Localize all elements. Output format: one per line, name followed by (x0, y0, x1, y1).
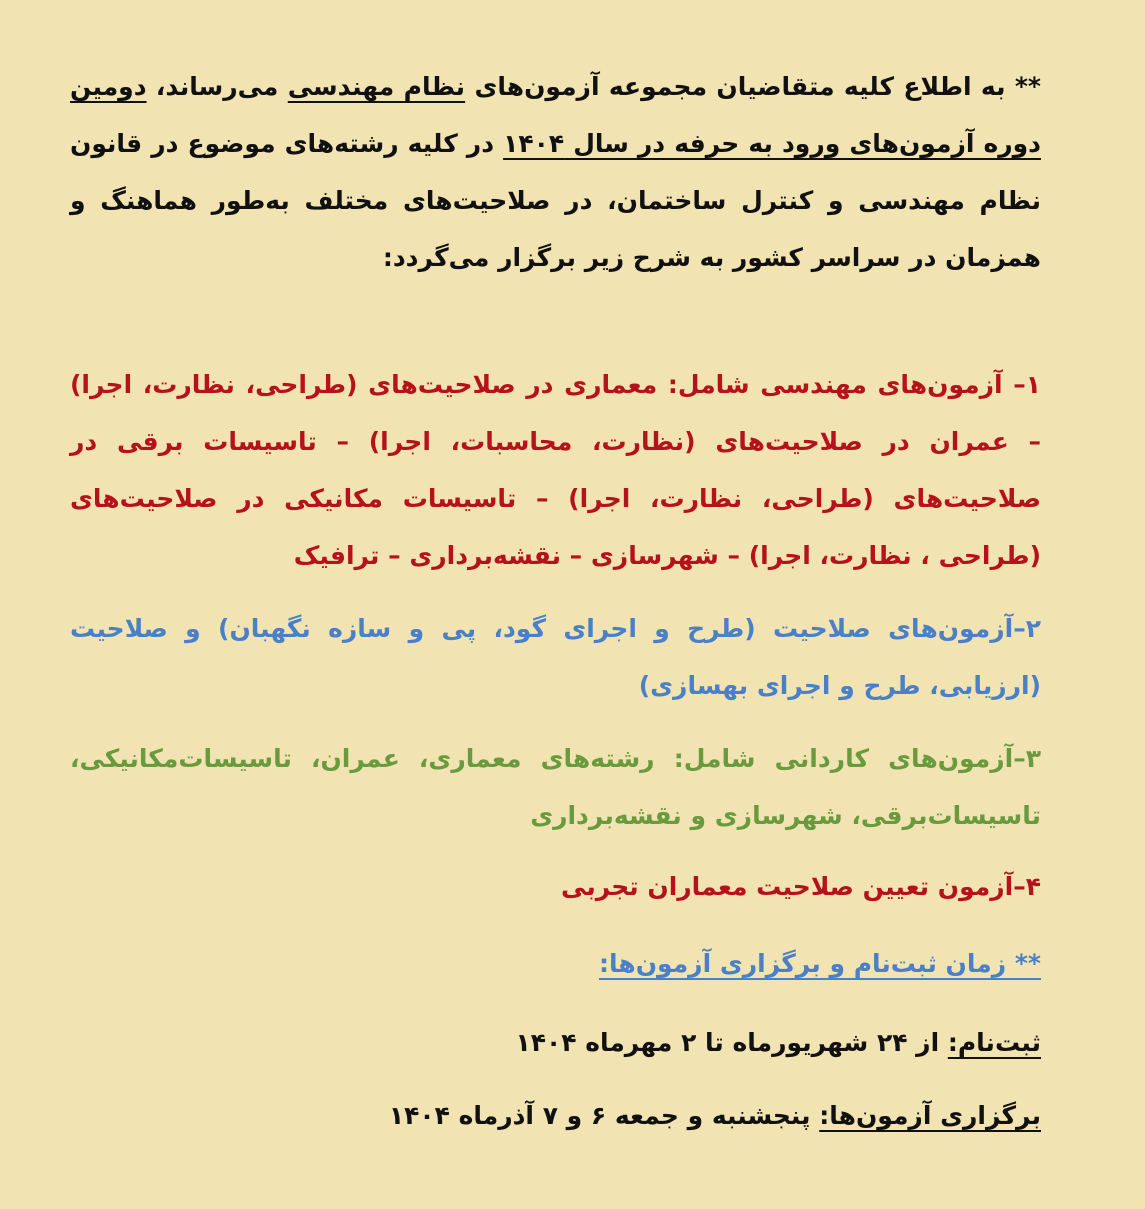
registration-dates: از ۲۴ شهریورماه تا ۲ مهرماه ۱۴۰۴ (515, 1028, 948, 1057)
exam-item-qualification: ۲–آزمون‌های صلاحیت (طرح و اجرای گود، پی و سازه نگهبان) و صلاحیت (ارزیابی، طرح و اجرای بهسازی) (70, 614, 1041, 700)
registration-label: ثبت‌نام: (947, 1028, 1041, 1057)
intro-text-5: در کلیه رشته‌های موضوع در قانون نظام مهندسی و کنترل ساختمان، در صلاحیت‌های مختلف به‌طور هماهنگ و همزمان در سراسر کشور به شرح زیر برگزار می‌گردد: (70, 129, 1041, 272)
exam-item-engineering: ۱– آزمون‌های مهندسی شامل: معماری در صلاحیت‌های (طراحی، نظارت، اجرا) – عمران در صلاحیت‌های (نظارت، محاسبات، اجرا) – تاسیسات برقی در صلاحیت‌های (طراحی، نظارت، اجرا) – تاسیسات مکانیکی در صلاحیت‌های (طراحی ، نظارت، اجرا) – شهرسازی – نقشه‌برداری – ترافیک (70, 370, 1041, 570)
schedule-title: ** زمان ثبت‌نام و برگزاری آزمون‌ها: (598, 949, 1041, 978)
exam-item-associate: ۳–آزمون‌های کاردانی شامل: رشته‌های معماری، عمران، تاسیسات‌مکانیکی، تاسیسات‌برقی، شهرسازی و نقشه‌برداری (70, 744, 1041, 830)
intro-engineering-system: نظام مهندسی (287, 72, 466, 101)
exam-date-line (70, 1087, 1041, 1144)
exam-date-label: برگزاری آزمون‌ها: (819, 1101, 1041, 1130)
exam-dates: پنجشنبه و جمعه ۶ و ۷ آذرماه ۱۴۰۴ (388, 1101, 820, 1130)
schedule-heading (70, 935, 1041, 992)
intro-paragraph (70, 58, 1041, 286)
intro-text-1: ** به اطلاع کلیه متقاضیان مجموعه آزمون‌های (465, 72, 1041, 101)
exam-item-experienced-architects: ۴–آزمون تعیین صلاحیت معماران تجربی (561, 872, 1041, 901)
intro-text-3: می‌رساند، (146, 72, 288, 101)
intro-second-round: دومین دوره آزمون‌های ورود به حرفه در سال ۱۴۰۴ (70, 72, 1041, 158)
registration-line (70, 1014, 1041, 1071)
